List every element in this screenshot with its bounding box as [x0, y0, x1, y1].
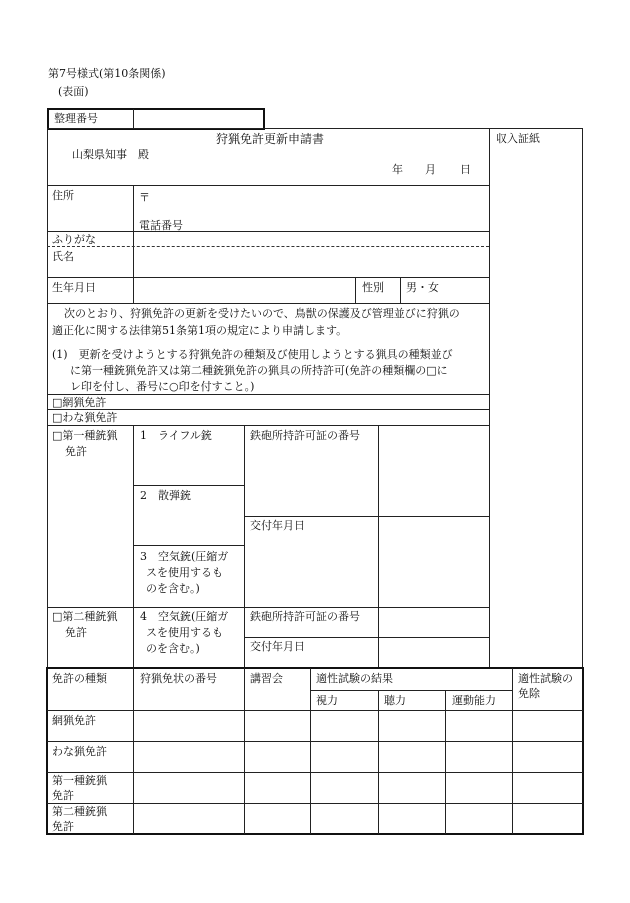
license-gun2-checkbox[interactable]: □第二種銃猟 [52, 610, 118, 623]
permit-number-label-1: 鉄砲所持許可証の番号 [250, 429, 360, 442]
birth-date-label: 生年月日 [52, 281, 96, 294]
date-month-label: 月 [425, 163, 436, 176]
col-vision: 視力 [316, 694, 338, 707]
item1-line-2: に第一種銃猟免許又は第二種銃猟免許の猟具の所持許可(免許の種類欄の□に [70, 364, 448, 377]
furigana-label: ふりがな [52, 233, 96, 246]
gun-air2-option[interactable]: 4 空気銃(圧縮ガ [140, 610, 229, 623]
col-course: 講習会 [250, 672, 283, 685]
license-record-table [46, 667, 584, 835]
declaration-line-1: 次のとおり、狩猟免許の更新を受けたいので、鳥獣の保護及び管理並びに狩猟の [64, 307, 460, 320]
issue-date-field-2[interactable] [380, 639, 487, 666]
license-net-checkbox[interactable]: □網猟免許 [52, 396, 107, 409]
item1-line-3: レ印を付し、番号に○印を付すこと。) [70, 380, 255, 393]
form-number: 第7号様式(第10条関係) [48, 67, 166, 80]
col-exempt-line-1: 適性試験の [518, 672, 573, 685]
seiri-number-field[interactable] [135, 110, 263, 128]
birth-date-field[interactable] [135, 279, 353, 301]
sex-options[interactable]: 男・女 [406, 281, 439, 294]
license-gun1-checkbox[interactable]: □第一種銃猟 [52, 429, 118, 442]
gun-air2-option-line2: スを使用するも [146, 626, 223, 639]
license-gun1-label: 免許 [65, 445, 87, 458]
addressee: 山梨県知事 殿 [72, 148, 149, 161]
revenue-stamp-area[interactable] [491, 150, 581, 666]
declaration-line-2: 適正化に関する法律第51条第1項の規定により申請します。 [52, 324, 348, 337]
issue-date-field-1[interactable] [380, 518, 487, 606]
name-label: 氏名 [52, 250, 74, 263]
gun-air1-option[interactable]: 3 空気銃(圧縮ガ [140, 550, 229, 563]
sex-label: 性別 [362, 281, 384, 294]
permit-number-field-2[interactable] [380, 609, 487, 635]
furigana-field[interactable] [135, 232, 487, 246]
col-license-number: 狩猟免状の番号 [140, 672, 217, 685]
item1-line-1: (1) 更新を受けようとする狩猟免許の種類及び使用しようとする猟具の種類並び [52, 348, 453, 361]
date-year-label: 年 [392, 163, 403, 176]
table-row-label: 第一種銃猟 [52, 774, 107, 787]
postal-mark: 〒 [139, 191, 150, 204]
phone-label: 電話番号 [139, 219, 183, 232]
col-motor: 運動能力 [452, 694, 496, 707]
col-hearing: 聴力 [384, 694, 406, 707]
seiri-number-label: 整理番号 [54, 112, 98, 125]
date-day-label: 日 [460, 163, 471, 176]
form-title: 狩猟免許更新申請書 [216, 132, 325, 146]
license-trap-checkbox[interactable]: □わな猟免許 [52, 411, 118, 424]
col-aptitude: 適性試験の結果 [316, 672, 393, 685]
col-exempt-line-2: 免除 [518, 687, 540, 700]
table-row-label-line-2: 免許 [52, 789, 74, 802]
license-gun2-label: 免許 [65, 626, 87, 639]
permit-number-field-1[interactable] [380, 427, 487, 515]
gun-air2-option-line3: のを含む。) [146, 642, 200, 655]
gun-air1-option-line2: スを使用するも [146, 566, 223, 579]
gun-rifle-option[interactable]: 1 ライフル銃 [140, 429, 212, 442]
revenue-stamp-label: 収入証紙 [496, 132, 540, 145]
table-row-label: 第二種銃猟 [52, 805, 107, 818]
table-row-label: わな猟免許 [52, 745, 107, 758]
address-field[interactable] [152, 187, 486, 231]
permit-number-label-2: 鉄砲所持許可証の番号 [250, 610, 360, 623]
name-field[interactable] [135, 248, 487, 276]
address-label: 住所 [52, 189, 74, 202]
gun-shotgun-option[interactable]: 2 散弾銃 [140, 489, 191, 502]
issue-date-label-1: 交付年月日 [250, 519, 305, 532]
gun-air1-option-line3: のを含む。) [146, 582, 200, 595]
form-side: (表面) [58, 85, 89, 98]
table-row-label-line-2: 免許 [52, 820, 74, 833]
col-license-type: 免許の種類 [52, 672, 107, 685]
table-row-label: 網猟免許 [52, 714, 96, 727]
issue-date-label-2: 交付年月日 [250, 640, 305, 653]
